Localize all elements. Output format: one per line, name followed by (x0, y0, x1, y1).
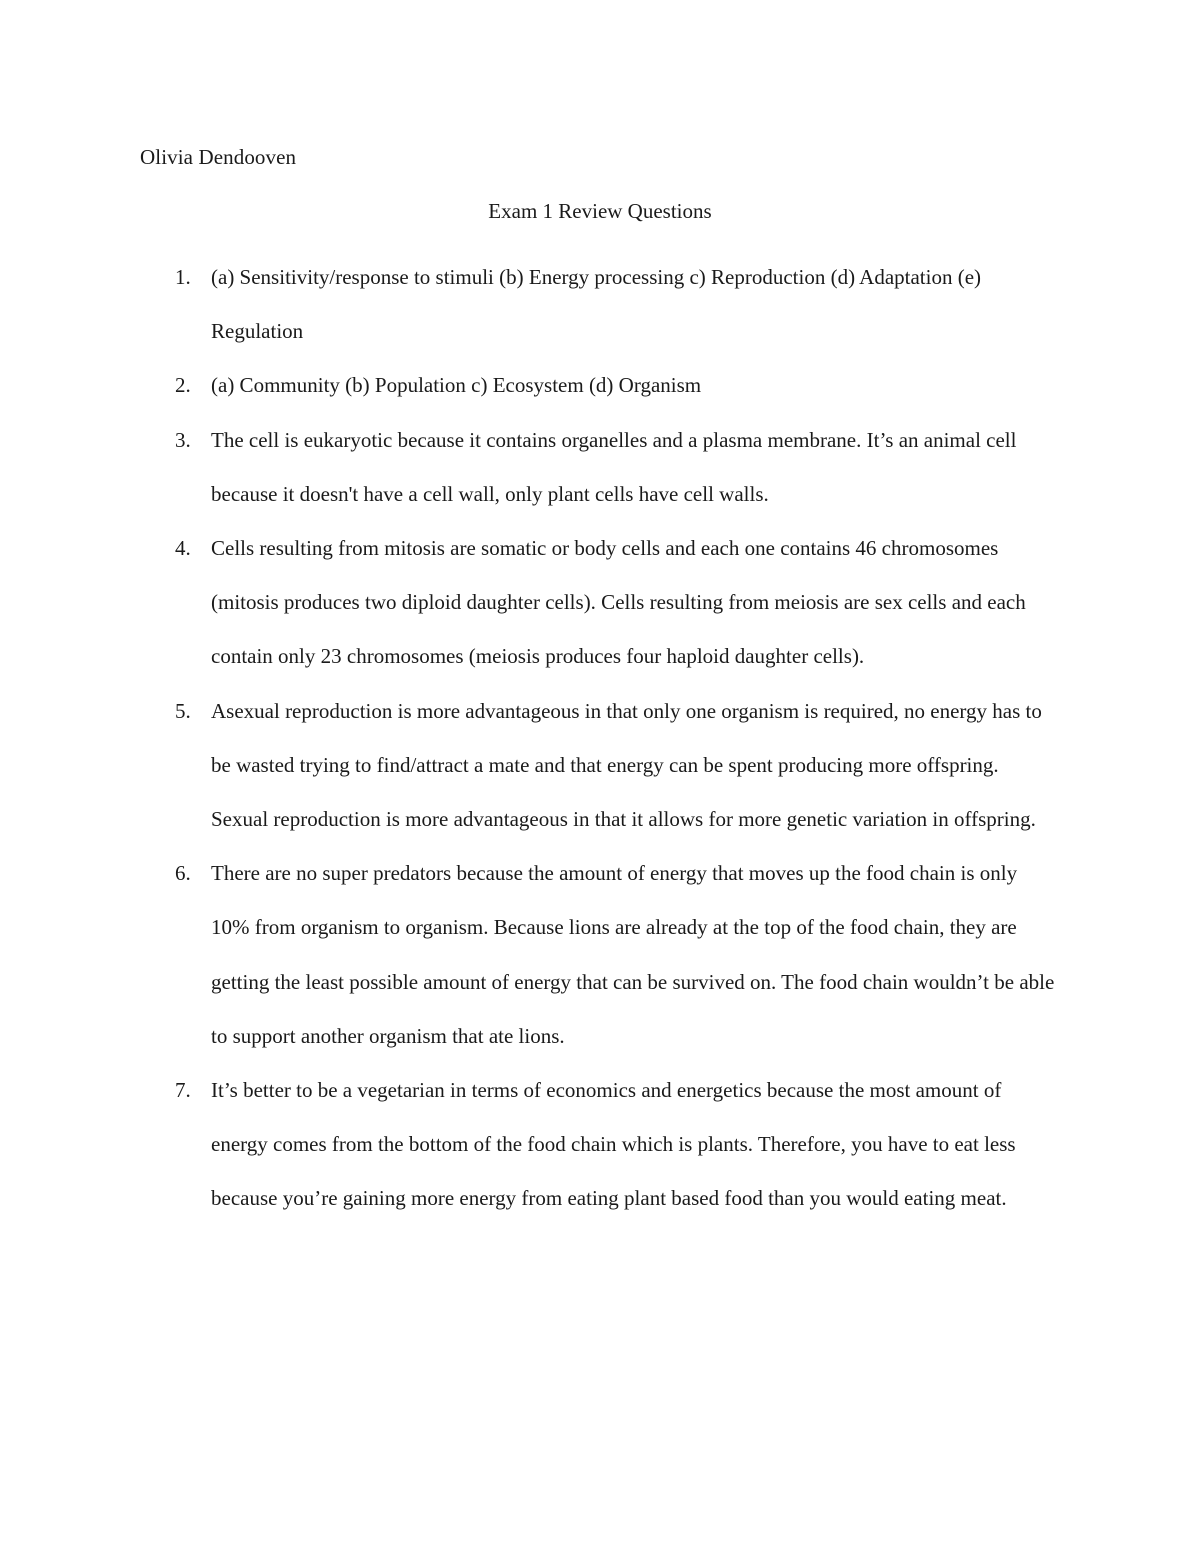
answer-item-7 (140, 1063, 1060, 1226)
answer-number: 1. (175, 265, 191, 289)
answer-text: Asexual reproduction is more advantageous in that only one organism is required, no energy has to be wasted trying to find/attract a mate and that energy can be spent producing more offspring. Sexual reproduction is more advantageous in that it allows for more genetic variation in offspring. (211, 698, 1042, 832)
answer-text: It’s better to be a vegetarian in terms of economics and energetics because the most amount of energy comes from the bottom of the food chain which is plants. Therefore, you have to eat less because you’re gaining more energy from eating plant based food than you would eating meat. (211, 1078, 1016, 1211)
answer-item-5 (140, 684, 1060, 847)
answer-item-3 (140, 413, 1060, 521)
document-title: Exam 1 Review Questions (488, 199, 712, 223)
answer-item-1 (140, 250, 1060, 358)
answer-number: 7. (175, 1078, 191, 1103)
author-name: Olivia Dendooven (140, 145, 297, 169)
answer-number: 5. (175, 698, 191, 723)
answer-list (140, 250, 1060, 1226)
answer-number: 3. (175, 427, 191, 452)
answer-item-4 (140, 521, 1060, 684)
answer-text: The cell is eukaryotic because it contains organelles and a plasma membrane. It’s an animal cell because it doesn't have a cell wall, only plant cells have cell walls. (211, 427, 1017, 506)
answer-text: There are no super predators because the amount of energy that moves up the food chain is only 10% from organism to organism. Because lions are already at the top of the food chain, they are getting the least possible amount of energy that can be survived on. The food chain wouldn’t be able to support another organism that ate lions. (211, 861, 1055, 1048)
answer-text: Cells resulting from mitosis are somatic or body cells and each one contains 46 chromosomes (mitosis produces two diploid daughter cells). Cells resulting from meiosis are sex cells and each contain only 23 chromosomes (meiosis produces four haploid daughter cells). (211, 536, 1026, 669)
answer-number: 2. (175, 373, 191, 398)
answer-text: (a) Sensitivity/response to stimuli (b) Energy processing c) Reproduction (d) Adaptation (e) Regulation (211, 265, 982, 344)
answer-number: 6. (175, 861, 191, 886)
answer-item-2 (140, 358, 1060, 412)
answer-text: (a) Community (b) Population c) Ecosystem (d) Organism (211, 373, 702, 398)
answer-number: 4. (175, 536, 191, 561)
answer-item-6 (140, 846, 1060, 1063)
